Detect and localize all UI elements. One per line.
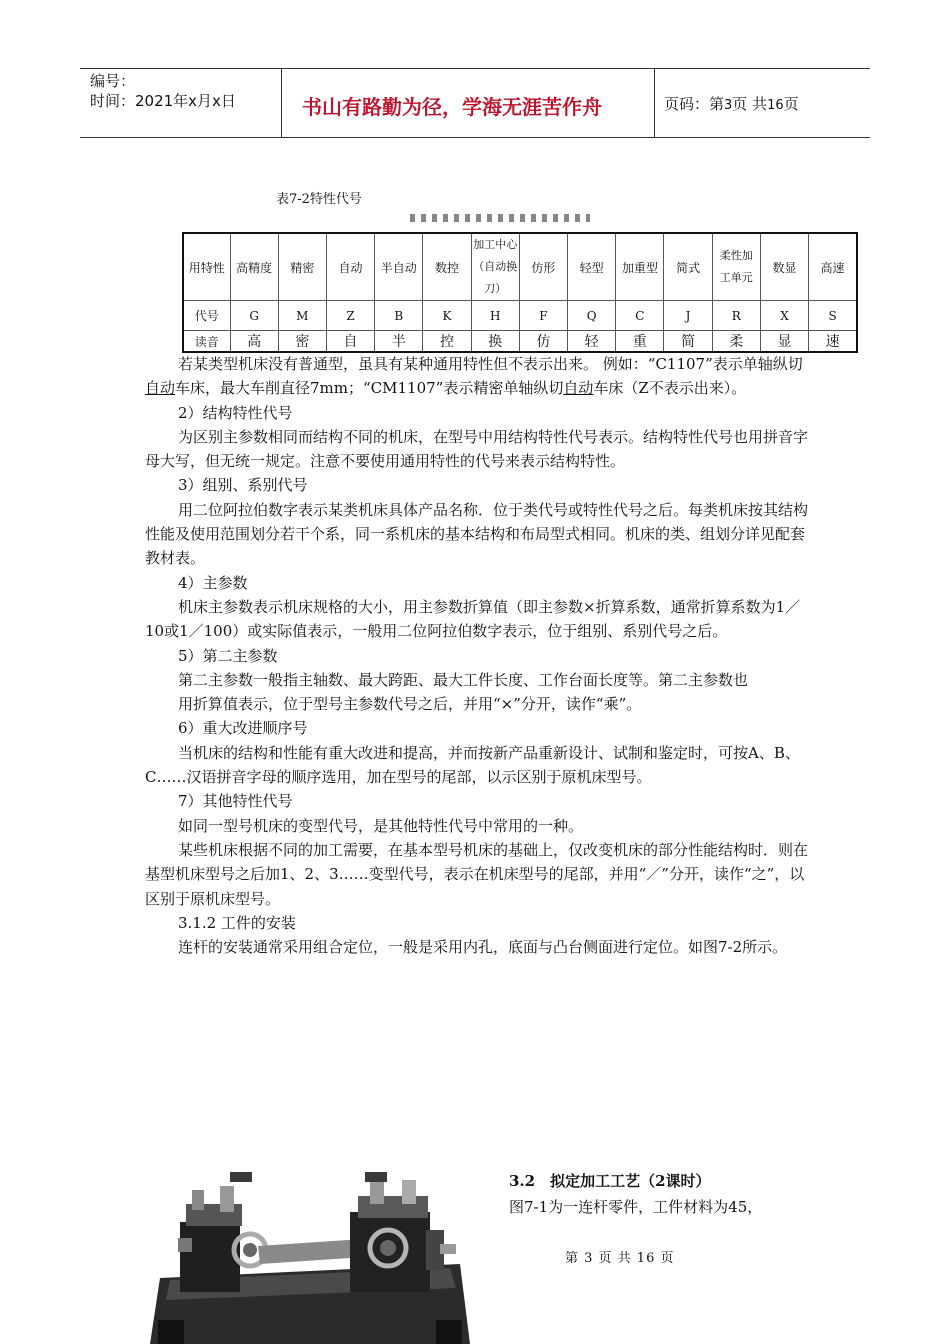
table-row [183,331,857,353]
text-run: 车床（Z不表示出来）。 [593,379,747,398]
text-run: 车床，最大车削直径7mm；“CM1107”表示精密单轴纵切 [175,379,564,398]
paragraph: 如同一型号机床的变型代号，是其他特性代号中常用的一种。 [178,816,584,835]
underlined-term: 自动 [145,379,176,398]
table-row [183,233,857,301]
table-cell: 高 [230,331,278,353]
paragraph: 机床主参数表示机床规格的大小，用主参数折算值（即主参数×折算系数，通常折算系数为1／10或1／100）或实际值表示，一般用二位阿拉伯数字表示，位于组别、系别代号之后。 [145,597,801,641]
cell-line: 加工中心 [473,238,518,251]
paragraph [145,352,810,401]
table-cell: Q [568,301,616,331]
section-text: 图7-1为一连杆零件，工件材料为45， [509,1198,763,1216]
number-label: 编号： [90,72,136,90]
body-text [145,352,810,959]
paragraph: 第二主参数一般指主轴数、最大跨距、最大工件长度、工作台面长度等。第二主参数也 [178,670,749,689]
table-cell: 自动 [326,233,374,301]
table-cell: C [616,301,664,331]
page-footer: 第 3 页 共 16 页 [565,1251,675,1266]
table-cell: 重 [616,331,664,353]
table-cell: 密 [278,331,326,353]
header-motto: 书山有路勤为径，学海无涯苦作舟 [302,95,602,119]
table-cell: 半自动 [375,233,423,301]
table-cell [471,233,519,301]
table-cell: M [278,301,326,331]
text-run: 若某类型机床没有普通型，虽具有某种通用特性但不表示出来。 例如：“C1107”表示单轴纵切 [178,355,803,373]
paragraph: 连杆的安装通常采用组合定位，一般是采用内孔，底面与凸台侧面进行定位。如图7-2所示。 [178,938,788,957]
paragraph: 某些机床根据不同的加工需要，在基本型号机床的基础上，仅改变机床的部分性能结构时．则在基型机床型号之后加1、2、3……变型代号，表示在机床型号的尾部，并用“／”分开，读作“之”，以区别于原机床型号。 [145,840,809,908]
subheading: 7）其他特性代号 [178,792,293,811]
time-label: 时间：2021年x月x日 [90,92,236,110]
table-cell: 精密 [278,233,326,301]
header-divider [281,69,282,137]
table-cell: G [230,301,278,331]
feature-code-table [182,232,858,353]
table-caption: 表7-2特性代号 [276,192,362,207]
underlined-term: 自动 [563,379,594,398]
header-meta [90,71,236,111]
section-heading: 3.2 拟定加工工艺（2课时） [509,1172,711,1190]
table-cell: 高精度 [230,233,278,301]
row-label: 用特性 [183,233,230,301]
header-divider [654,69,655,137]
subheading: 6）重大改进顺序号 [178,719,308,738]
table-cell: 仿形 [519,233,567,301]
table-cell: 半 [375,331,423,353]
header-page-info [664,93,799,114]
table-cell [712,233,760,301]
subheading: 2）结构特性代号 [178,403,293,422]
table-cell: F [519,301,567,331]
table-cell: H [471,301,519,331]
page-header [80,68,870,138]
table-cell: 高速 [809,233,857,301]
table-cell: B [375,301,423,331]
table-cell: 简式 [664,233,712,301]
table-cell: 简 [664,331,712,353]
subheading: 3.1.2 工件的安装 [178,913,296,932]
table-cell: X [760,301,808,331]
subheading: 3）组别、系别代号 [178,476,308,495]
subheading: 4）主参数 [178,573,248,592]
page-suffix: 页 [783,95,799,113]
fixture-photo [140,1160,480,1344]
cell-line: 工单元 [719,271,753,284]
table-cell: 仿 [519,331,567,353]
table-cell: 轻 [568,331,616,353]
table-cell: 自 [326,331,374,353]
page-prefix: 页码：第 [664,95,725,113]
cell-line: （自动换刀） [473,260,518,295]
page-total: 16 [767,98,784,113]
table-cell: Z [326,301,374,331]
scan-artifact [410,214,590,222]
table-row [183,301,857,331]
table-cell: 显 [760,331,808,353]
table-cell: 控 [423,331,471,353]
page-mid: 页 共 [732,95,768,113]
paragraph: 为区别主参数相同而结构不同的机床，在型号中用结构特性代号表示。结构特性代号也用拼音字母大写，但无统一规定。注意不要使用通用特性的代号来表示结构特性。 [145,427,809,471]
paragraph: 当机床的结构和性能有重大改进和提高，并而按新产品重新设计、试制和鉴定时，可按A、B、C……汉语拼音字母的顺序选用，加在型号的尾部，以示区别于原机床型号。 [145,743,800,787]
cell-line: 柔性加 [719,249,753,262]
table-cell: K [423,301,471,331]
table-cell: J [664,301,712,331]
table-cell: 数显 [760,233,808,301]
table-cell: S [809,301,857,331]
paragraph: 用折算值表示，位于型号主参数代号之后，并用“×”分开，读作“乘”。 [178,695,642,714]
table-cell: 数控 [423,233,471,301]
row-label: 读音 [183,331,230,353]
table-cell: 换 [471,331,519,353]
table-cell: 加重型 [616,233,664,301]
row-label: 代号 [183,301,230,331]
table-cell: 柔 [712,331,760,353]
paragraph: 用二位阿拉伯数字表示某类机床具体产品名称．位于类代号或特性代号之后。每类机床按其结构性能及使用范围划分若干个系，同一系机床的基本结构和布局型式相同。机床的类、组划分详见配套教材表。 [145,500,809,568]
table-cell: 速 [809,331,857,353]
subheading: 5）第二主参数 [178,646,278,665]
table-cell: 轻型 [568,233,616,301]
page-current: 3 [724,98,733,113]
table-cell: R [712,301,760,331]
